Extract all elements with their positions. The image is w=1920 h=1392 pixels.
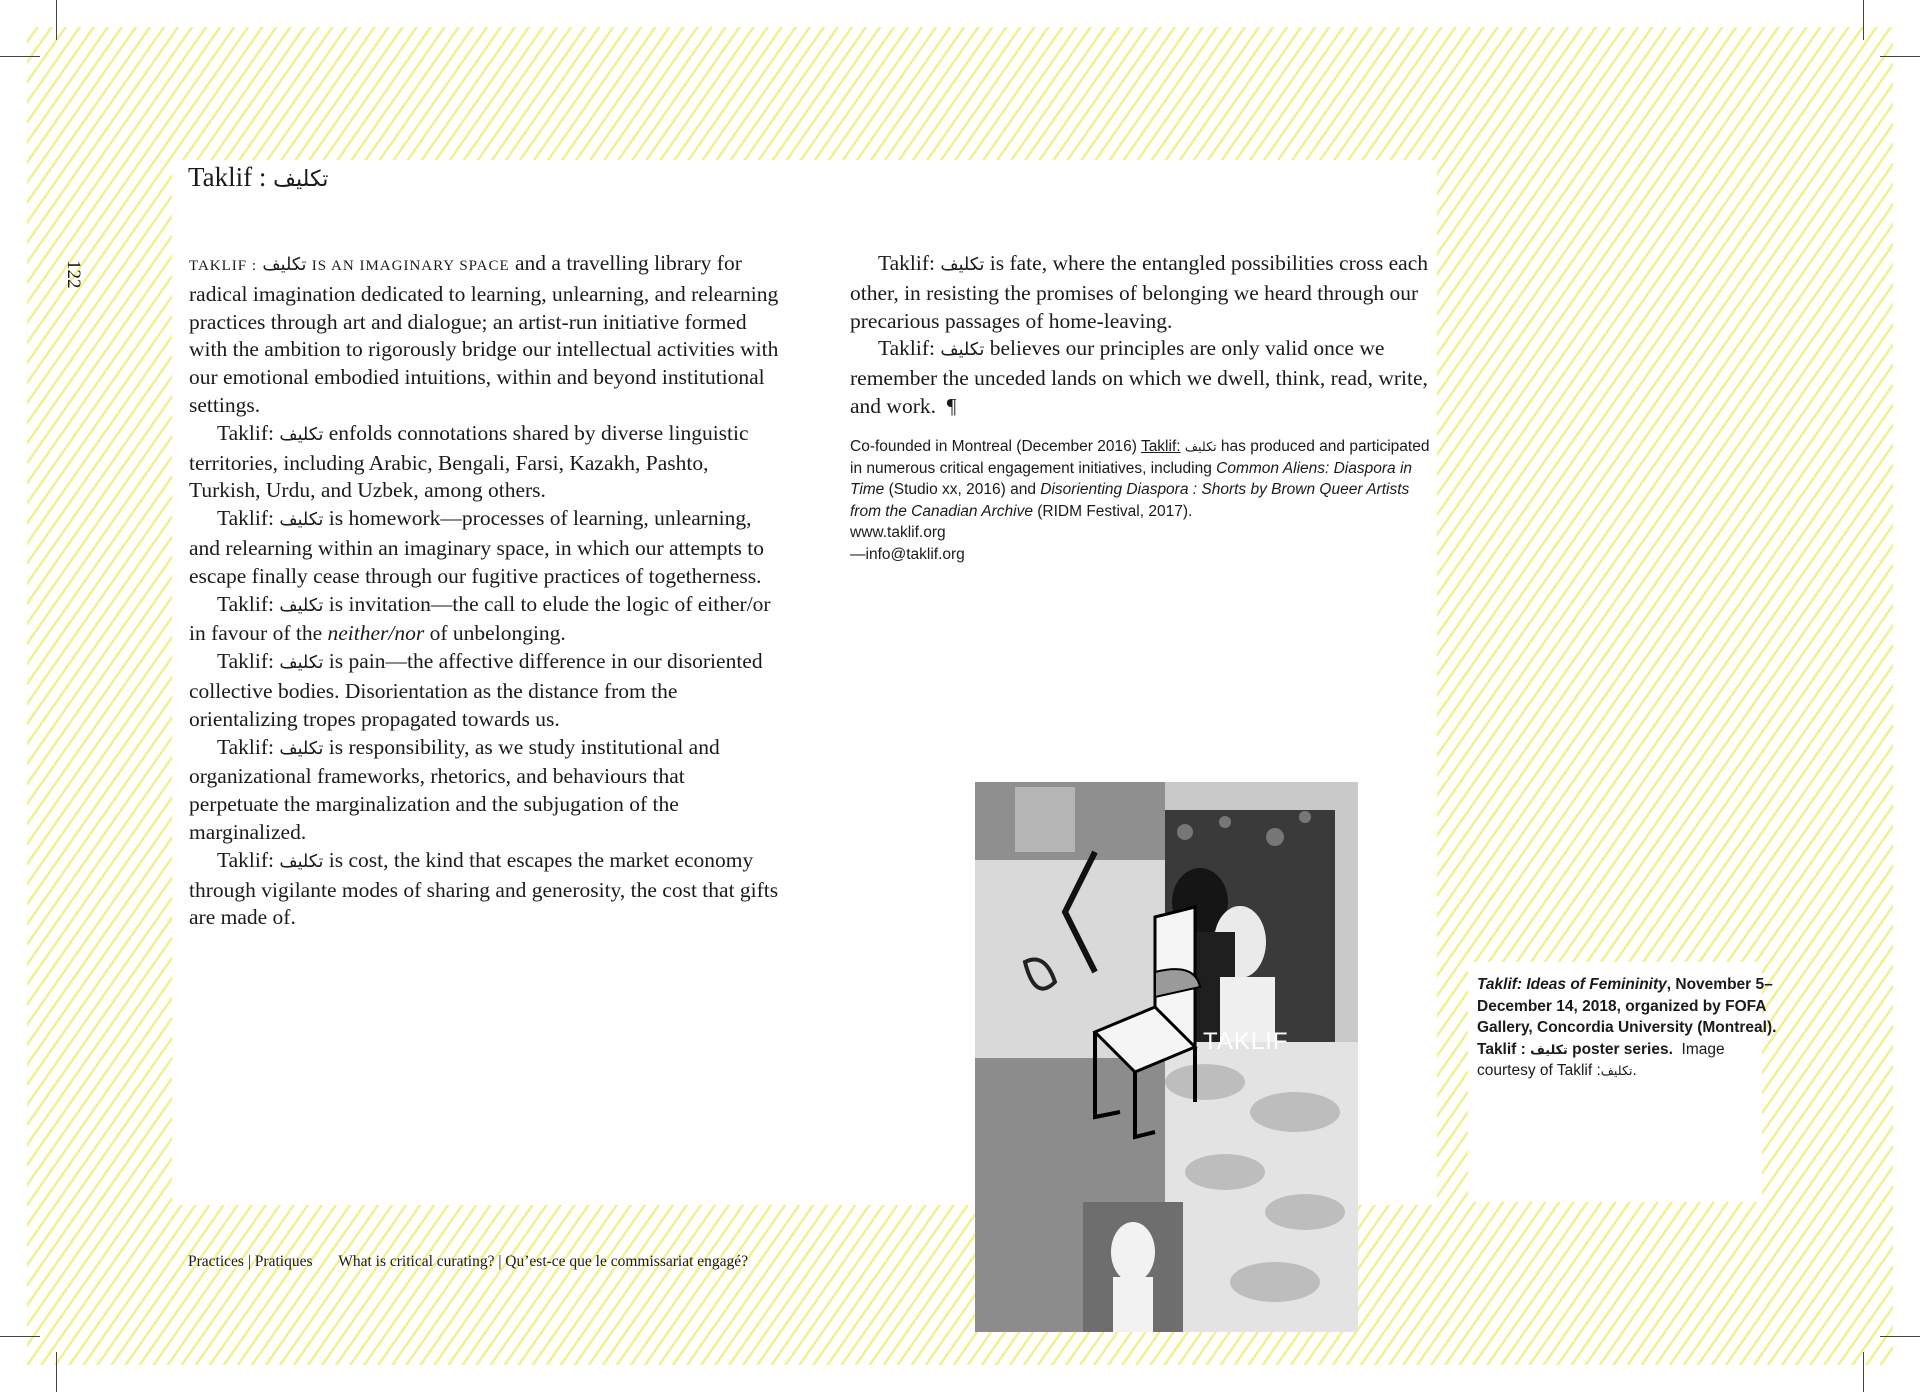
taklif-label: Taklif: [878,336,936,361]
paragraph-text: is fate, where the entangled possibilities cross each other, in resisting the promises of belonging we heard through our precarious passages of home-leaving. [850,251,1428,333]
running-footer [188,1253,748,1271]
crop-mark [56,1352,57,1392]
paragraph [189,648,779,733]
colophon-part: (Studio xx, 2016) and [884,481,1041,498]
crop-mark [0,56,40,57]
crop-mark [1863,1352,1864,1392]
left-column [189,250,779,932]
taklif-label: Taklif: [217,847,275,872]
taklif-arabic: تكليف [940,255,985,275]
taklif-arabic: تكليف [279,510,324,531]
crop-mark [1863,0,1864,40]
content-panel-top [172,160,1437,200]
page-number: 122 [63,260,84,289]
taklif-label: Taklif: [217,649,275,674]
taklif-arabic: تكليف [279,851,324,872]
image-caption [1477,974,1777,1082]
crop-mark [0,1336,40,1337]
taklif-label: Taklif: [217,420,275,445]
caption-arabic: تكليف [1530,1041,1568,1057]
pilcrow-mark: ¶ [946,393,957,418]
caption-title [1477,976,1776,1058]
paragraph-text: is pain—the affective difference in our disoriented collective bodies. Disorientation as the distance from the orientalizing tropes propagated towards us. [189,649,763,731]
colophon-taklif: Taklif: [1140,438,1181,455]
paragraph [189,847,779,932]
paragraph [850,250,1430,335]
section-title-arabic: تكليف [273,166,329,192]
paragraph [850,335,1430,420]
intro-smallcaps-2: IS AN IMAGINARY SPACE [311,258,510,274]
paragraph [189,420,779,505]
footer-book-title: What is critical curating? | Qu’est-ce que le commissariat engagé? [338,1253,749,1270]
paragraph-text: of unbelonging. [424,621,566,646]
taklif-label: Taklif: [217,591,275,616]
taklif-label: Taklif: [217,506,275,531]
taklif-arabic: تكليف [940,340,985,361]
poster-image [975,782,1358,1332]
crop-mark [1880,56,1920,57]
right-column [850,250,1430,421]
colophon-part: Co-founded in Montreal (December 2016) [850,438,1141,455]
paragraph-text: is cost, the kind that escapes the market economy through vigilante modes of sharing and generosity, the cost that gifts are made of. [189,847,779,930]
taklif-arabic: تكليف [279,738,324,759]
intro-arabic: تكليف [262,255,307,275]
paragraph-text: is invitation—the call to elude the logic of either/or in favour of the [189,591,771,646]
colophon-arabic: تكليف [1184,439,1217,454]
section-title-latin: Taklif : [188,162,267,192]
paragraph-intro [189,250,779,420]
caption-title-em: Taklif: Ideas of Femininity [1477,976,1667,993]
caption-bold-text: poster series. [1567,1040,1673,1058]
caption-bold-text: , November 5–December 14, 2018, organized by FOFA Gallery, Concordia University (Montreal). Taklif : [1477,976,1777,1058]
website-link[interactable]: www.taklif.org [850,524,946,541]
paragraph [189,734,779,847]
crop-mark [56,0,57,40]
taklif-arabic: تكليف [279,595,324,616]
section-title [188,162,328,193]
colophon [850,436,1430,565]
intro-smallcaps: TAKLIF : [189,258,258,274]
paragraph-text: is homework—processes of learning, unlearning, and relearning within an imaginary space, in which our attempts to escape finally cease through our fugitive practices of togetherness. [189,506,764,588]
poster-overlay-text: TAKLIF [1203,1028,1289,1055]
paragraph-text: is responsibility, as we study institutional and organizational frameworks, rhetorics, and behaviours that perpetuate the marginalization and the subjugation of the marginalized. [189,734,720,844]
colophon-text [850,436,1430,522]
paragraph [189,591,779,649]
caption-credit-end: . [1632,1062,1637,1079]
colophon-part: has produced and participated in numerous critical engagement initiatives, including [850,438,1430,477]
taklif-label: Taklif: [217,734,275,759]
poster-collage-graphic [975,782,1358,1332]
email-link[interactable]: —info@taklif.org [850,545,965,563]
paragraph [189,505,779,590]
colophon-title-2: Disorienting Diaspora : Shorts by Brown Queer Artists from the Canadian Archive [850,481,1410,520]
colophon-title-1: Common Aliens: Diaspora in Time [850,459,1413,498]
paragraph-text: believes our principles are only valid once we remember the unceded lands on which we dwell, think, read, write, and work. [850,336,1428,418]
caption-credit-arabic: تكليف [1600,1063,1633,1078]
taklif-label: Taklif: [878,251,936,275]
caption-credit: Image courtesy of Taklif : [1477,1040,1725,1079]
crop-mark [1880,1336,1920,1337]
footer-section: Practices | Pratiques [188,1253,313,1270]
colophon-part: (RIDM Festival, 2017). [1032,502,1193,520]
taklif-arabic: تكليف [279,653,324,674]
paragraph-emphasis: neither/nor [327,621,425,646]
paragraph-text: enfolds connotations shared by diverse linguistic territories, including Arabic, Bengali, Farsi, Kazakh, Pashto, Turkish, Urdu, and Uzbek, among others. [189,420,749,503]
intro-rest: and a travelling library for radical imagination dedicated to learning, unlearning, and relearning practices through art and dialogue; an artist-run initiative formed with the ambition to rigorously bridge our intellectual activities with our emotional embodied intuitions, within and beyond institutional settings. [189,251,779,417]
taklif-arabic: تكليف [279,424,324,445]
